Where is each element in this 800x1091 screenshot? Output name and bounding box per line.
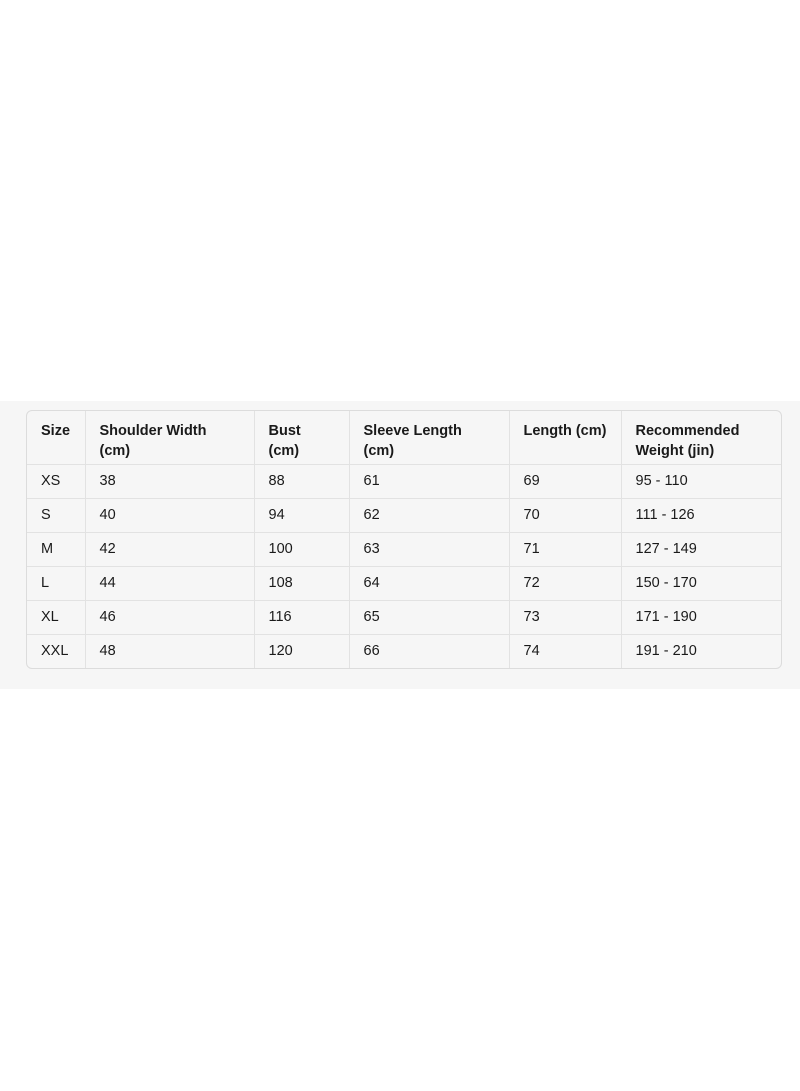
cell-bust: 120 [254, 635, 349, 669]
cell-length: 71 [509, 533, 621, 567]
cell-sleeve-length: 61 [349, 465, 509, 499]
header-recommended-weight: Recommended Weight (jin) [621, 411, 781, 465]
cell-bust: 94 [254, 499, 349, 533]
cell-shoulder-width: 48 [85, 635, 254, 669]
table-row [27, 635, 781, 669]
table-row [27, 499, 781, 533]
cell-sleeve-length: 66 [349, 635, 509, 669]
cell-recommended-weight: 127 - 149 [621, 533, 781, 567]
cell-length: 73 [509, 601, 621, 635]
table-header-row [27, 411, 781, 465]
cell-length: 74 [509, 635, 621, 669]
size-chart-container [26, 410, 782, 669]
cell-size: XL [27, 601, 85, 635]
cell-sleeve-length: 65 [349, 601, 509, 635]
cell-recommended-weight: 111 - 126 [621, 499, 781, 533]
cell-size: XXL [27, 635, 85, 669]
cell-length: 69 [509, 465, 621, 499]
cell-recommended-weight: 171 - 190 [621, 601, 781, 635]
cell-size: S [27, 499, 85, 533]
size-chart-table [27, 411, 781, 668]
table-row [27, 567, 781, 601]
table-row [27, 533, 781, 567]
header-bust: Bust (cm) [254, 411, 349, 465]
cell-bust: 88 [254, 465, 349, 499]
cell-bust: 100 [254, 533, 349, 567]
cell-recommended-weight: 150 - 170 [621, 567, 781, 601]
cell-sleeve-length: 64 [349, 567, 509, 601]
cell-bust: 108 [254, 567, 349, 601]
table-row [27, 601, 781, 635]
header-size: Size [27, 411, 85, 465]
cell-recommended-weight: 95 - 110 [621, 465, 781, 499]
cell-shoulder-width: 44 [85, 567, 254, 601]
header-length: Length (cm) [509, 411, 621, 465]
table-row [27, 465, 781, 499]
cell-size: L [27, 567, 85, 601]
cell-shoulder-width: 46 [85, 601, 254, 635]
cell-bust: 116 [254, 601, 349, 635]
cell-size: M [27, 533, 85, 567]
header-shoulder-width: Shoulder Width (cm) [85, 411, 254, 465]
cell-length: 70 [509, 499, 621, 533]
cell-shoulder-width: 40 [85, 499, 254, 533]
cell-size: XS [27, 465, 85, 499]
cell-sleeve-length: 62 [349, 499, 509, 533]
cell-sleeve-length: 63 [349, 533, 509, 567]
cell-recommended-weight: 191 - 210 [635, 643, 697, 659]
header-sleeve-length: Sleeve Length (cm) [349, 411, 509, 465]
cell-length: 72 [509, 567, 621, 601]
cell-shoulder-width: 42 [85, 533, 254, 567]
cell-shoulder-width: 38 [85, 465, 254, 499]
